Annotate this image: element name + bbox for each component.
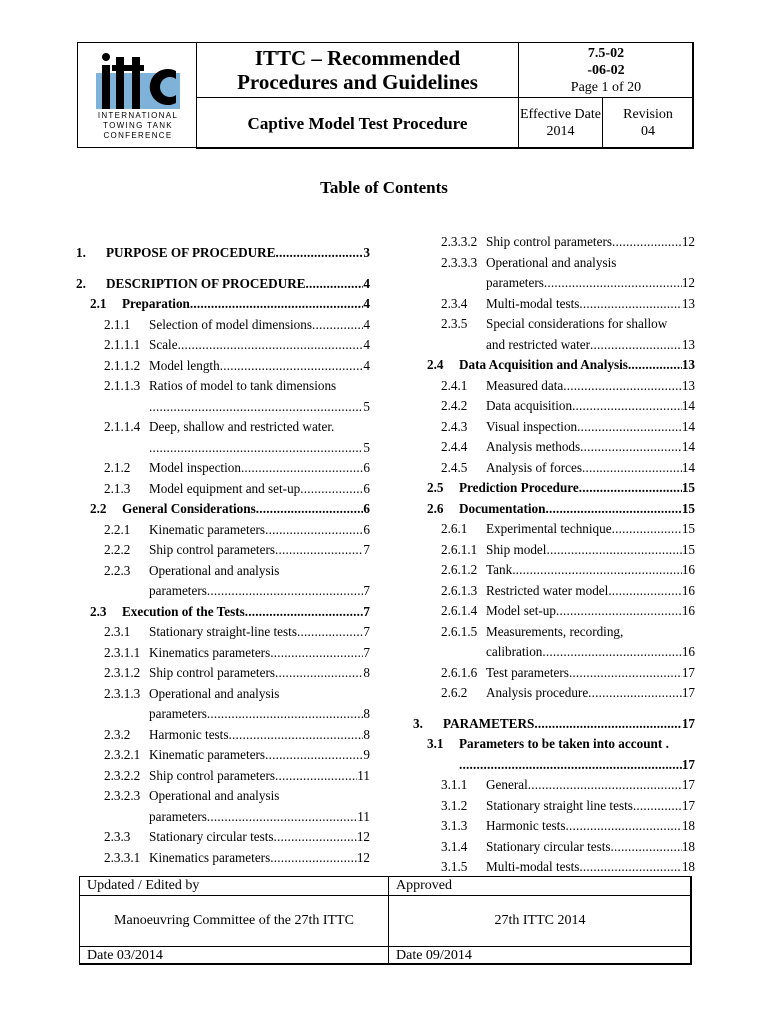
toc-entry-title: Data acquisition (486, 398, 573, 413)
ittc-logo (96, 51, 180, 109)
toc-entry-title: Selection of model dimensions (149, 316, 312, 332)
toc-entry-title: Execution of the Tests (122, 603, 245, 619)
toc-entry-leader (579, 857, 681, 878)
toc-entry-number: 2.6.1.3 (441, 582, 478, 598)
toc-entry[interactable] (413, 458, 695, 479)
toc-entry-page: 16 (681, 644, 695, 659)
toc-entry-number: 2.3 (90, 603, 107, 619)
toc-entry[interactable] (413, 622, 695, 643)
toc-entry[interactable] (76, 725, 370, 746)
toc-entry-page: 17 (681, 797, 695, 813)
toc-entry-title: Test parameters (486, 664, 569, 680)
toc-entry-title-cont: parameters (149, 583, 207, 598)
toc-entry[interactable] (413, 376, 695, 397)
toc-entry[interactable] (413, 663, 695, 684)
toc-entry-page: 8 (363, 665, 370, 680)
toc-entry-title: Tank (486, 562, 513, 577)
toc-entry[interactable] (76, 243, 370, 264)
toc-entry[interactable] (413, 857, 695, 878)
toc-entry[interactable] (413, 232, 695, 253)
toc-entry-number: 3.1.3 (441, 818, 468, 833)
toc-entry-leader (544, 273, 682, 294)
toc-entry-number: 2.4.1 (441, 377, 468, 393)
toc-entry-leader (312, 315, 363, 336)
toc-entry-title: Model set-up (486, 603, 556, 618)
toc-entry-title: Harmonic tests (486, 818, 566, 833)
toc-entry-number: 2.3.2 (104, 726, 131, 742)
toc-entry-leader (190, 294, 364, 315)
document-subtitle: Captive Model Test Procedure (196, 97, 519, 149)
toc-entry[interactable] (76, 643, 370, 664)
toc-entry-title: Model length (149, 357, 220, 373)
toc-entry-leader (611, 837, 682, 858)
logo-cell (77, 42, 197, 148)
toc-entry-title-cont: parameters (486, 275, 544, 290)
toc-entry-page: 4 (363, 337, 370, 352)
toc-entry-page: 13 (681, 377, 695, 393)
toc-entry-number: 3.1 (427, 736, 444, 751)
toc-entry-continuation (76, 704, 370, 725)
toc-entry-number: 2.6.1.4 (441, 603, 478, 618)
toc-entry-leader (275, 766, 357, 787)
toc-entry-number: 2.3.2.1 (104, 747, 141, 762)
toc-entry-number: 2.1.1.1 (104, 337, 141, 352)
toc-entry[interactable] (76, 376, 370, 397)
toc-entry[interactable] (413, 253, 695, 274)
toc-entry-number: 2.3.2.2 (104, 767, 141, 783)
toc-entry-number: 2.6 (427, 500, 444, 516)
toc-entry-number: 2.2.2 (104, 542, 131, 557)
toc-entry[interactable] (76, 684, 370, 705)
toc-entry[interactable] (413, 837, 695, 858)
toc-entry[interactable] (76, 335, 370, 356)
toc-entry-page: 6 (363, 460, 370, 475)
toc-entry-number: 2.3.1.1 (104, 644, 141, 660)
toc-entry-number: 3.1.4 (441, 838, 468, 854)
procedure-code: 7.5-02 -06-02 Page 1 of 20 (518, 42, 694, 98)
toc-entry[interactable] (413, 499, 695, 520)
toc-entry[interactable] (413, 396, 695, 417)
toc-entry-leader (270, 848, 357, 869)
toc-entry-title: General (486, 777, 528, 792)
toc-entry-title: Scale (149, 337, 178, 352)
toc-entry-leader (590, 335, 682, 356)
toc-entry-page: 18 (681, 818, 695, 833)
toc-entry-number: 1. (76, 245, 86, 260)
toc-entry[interactable] (413, 437, 695, 458)
toc-entry[interactable] (76, 827, 370, 848)
toc-entry-page: 4 (363, 357, 370, 373)
toc-entry-number: 2.6.2 (441, 685, 468, 700)
toc-entry-title: Stationary straight line tests (486, 797, 633, 813)
toc-entry-leader (149, 397, 363, 418)
toc-entry[interactable] (413, 560, 695, 581)
toc-entry-title: Stationary circular tests (486, 838, 611, 854)
toc-entry[interactable] (413, 714, 695, 735)
toc-entry[interactable] (76, 479, 370, 500)
toc-entry-leader (542, 642, 681, 663)
toc-entry-title: Operational and analysis (149, 685, 280, 701)
toc-entry-continuation (76, 581, 370, 602)
toc-entry-leader (580, 437, 682, 458)
toc-entry-number: 2.1.1.2 (104, 357, 141, 373)
toc-entry-page: 15 (681, 541, 695, 557)
toc-entry-title-cont: calibration (486, 644, 543, 659)
toc-entry-number: 2.1.1.3 (104, 378, 141, 393)
toc-entry[interactable] (76, 294, 370, 315)
toc-entry-page: 16 (681, 603, 695, 618)
toc-entry-number: 2.4 (427, 357, 444, 372)
toc-entry-number: 2.1 (90, 296, 107, 311)
toc-entry-title: PARAMETERS (443, 715, 535, 731)
toc-entry[interactable] (76, 458, 370, 479)
toc-entry-continuation (413, 273, 695, 294)
toc-entry-leader (556, 601, 682, 622)
toc-entry-number: 2.6.1.5 (441, 623, 478, 639)
toc-entry-leader (545, 499, 681, 520)
toc-entry-number: 2.6.1.6 (441, 664, 478, 680)
toc-entry[interactable] (76, 561, 370, 582)
toc-entry-number: 2.5 (427, 480, 444, 495)
toc-entry-page: 14 (681, 459, 695, 475)
toc-entry-number: 3. (413, 715, 423, 731)
toc-entry-title: Operational and analysis (486, 254, 617, 270)
toc-entry-number: 2.3.1 (104, 624, 131, 639)
toc-entry-page: 4 (363, 296, 370, 311)
toc-entry-page: 15 (681, 480, 695, 495)
toc-entry[interactable] (76, 540, 370, 561)
toc-entry-page: 14 (681, 418, 695, 434)
toc-entry-leader (582, 458, 682, 479)
toc-entry-page: 4 (363, 275, 370, 291)
toc-entry-title: Ship model (486, 541, 547, 557)
toc-entry-title: Experimental technique (486, 521, 612, 536)
toc-entry-page: 16 (681, 562, 695, 577)
toc-entry[interactable] (76, 274, 370, 295)
toc-entry-leader (608, 581, 682, 602)
toc-entry-number: 2.6.1.2 (441, 562, 478, 577)
toc-entry-page: 17 (681, 715, 695, 731)
toc-entry-number: 2.3.3 (104, 829, 131, 844)
toc-entry-title: DESCRIPTION OF PROCEDURE (106, 275, 306, 291)
toc-entry-number: 2.1.2 (104, 460, 131, 475)
toc-entry-leader (256, 499, 364, 520)
toc-entry-page: 8 (363, 706, 370, 721)
toc-entry[interactable] (76, 848, 370, 869)
toc-entry-continuation (76, 807, 370, 828)
toc-entry-leader (228, 725, 363, 746)
document-title: ITTC – Recommended Procedures and Guidelines (196, 42, 519, 98)
approved-label: Approved (388, 876, 692, 896)
toc-entry-title: Parameters to be taken into account . (459, 736, 669, 751)
toc-entry-title: Data Acquisition and Analysis (459, 357, 628, 372)
toc-entry[interactable] (413, 519, 695, 540)
toc-entry-number: 2.4.4 (441, 439, 468, 454)
toc-entry-number: 2.1.3 (104, 480, 131, 496)
toc-entry-page: 13 (681, 336, 695, 352)
toc-entry-title: PURPOSE OF PROCEDURE (106, 245, 276, 260)
document-header (77, 42, 693, 148)
toc-entry-leader (275, 540, 363, 561)
toc-entry-page: 17 (681, 756, 695, 772)
revision: Revision 04 (602, 97, 694, 149)
toc-entry[interactable] (413, 683, 695, 704)
toc-entry-number: 2.2.1 (104, 521, 131, 537)
toc-entry-page: 13 (681, 357, 695, 372)
toc-entry-number: 2.4.5 (441, 459, 468, 475)
toc-entry-continuation (76, 438, 370, 459)
toc-entry-title: Multi-modal tests (486, 859, 580, 874)
toc-entry-title: Deep, shallow and restricted water. (149, 419, 335, 434)
toc-entry-page: 3 (363, 245, 370, 260)
toc-entry-leader (612, 232, 682, 253)
toc-entry-leader (306, 274, 364, 295)
toc-entry[interactable] (413, 816, 695, 837)
toc-entry-number: 2.1.1.4 (104, 419, 141, 434)
toc-entry-leader (579, 294, 681, 315)
toc-entry-page: 14 (681, 398, 695, 413)
toc-entry[interactable] (76, 499, 370, 520)
toc-entry-title: Preparation (122, 296, 190, 311)
toc-title: Table of Contents (320, 178, 448, 197)
toc-entry-page: 16 (681, 582, 695, 598)
toc-entry-page: 11 (357, 808, 370, 824)
toc-entry-title: Kinematic parameters (149, 521, 266, 537)
toc-entry-leader (633, 796, 682, 817)
toc-entry-number: 2.3.3.1 (104, 849, 141, 865)
toc-entry-continuation (413, 642, 695, 663)
document-footer (79, 876, 691, 964)
toc-entry-page: 12 (356, 829, 370, 844)
toc-entry-page: 5 (363, 398, 370, 414)
toc-entry-leader (270, 643, 363, 664)
toc-entry-number: 2.3.1.3 (104, 685, 141, 701)
toc-entry-leader (588, 683, 682, 704)
toc-entry-leader (207, 704, 364, 725)
toc-entry-title: Operational and analysis (149, 788, 280, 803)
toc-entry-title: Ship control parameters (149, 767, 275, 783)
toc-entry-leader (297, 622, 363, 643)
toc-entry-title: Measured data (486, 377, 564, 393)
toc-entry-title: Restricted water model (486, 582, 609, 598)
toc-entry-page: 4 (363, 316, 370, 332)
toc-entry-leader (577, 417, 682, 438)
toc-entry[interactable] (413, 314, 695, 335)
toc-entry-number: 3.1.5 (441, 859, 468, 874)
toc-entry-number: 2.3.3.3 (441, 254, 478, 270)
toc-entry-leader (563, 376, 682, 397)
toc-entry-number: 2.3.5 (441, 316, 468, 331)
logo-org-text: INTERNATIONAL TOWING TANK CONFERENCE (97, 111, 179, 140)
toc-entry-title: Documentation (459, 500, 546, 516)
toc-entry[interactable] (76, 315, 370, 336)
toc-entry-page: 7 (363, 644, 370, 660)
toc-entry-leader (265, 520, 363, 541)
toc-entry[interactable] (76, 786, 370, 807)
toc-entry-page: 17 (681, 685, 695, 700)
toc-entry-title: Measurements, recording, (486, 623, 624, 639)
toc-entry-page: 17 (681, 777, 695, 792)
toc-entry-title-cont: and restricted water (486, 336, 590, 352)
toc-entry-page: 12 (356, 849, 370, 865)
toc-entry-leader (274, 827, 357, 848)
toc-entry[interactable] (413, 478, 695, 499)
toc-entry[interactable] (413, 734, 695, 755)
toc-entry-page: 12 (681, 234, 695, 249)
toc-entry-number: 2.3.2.3 (104, 788, 141, 803)
toc-entry[interactable] (76, 663, 370, 684)
toc-entry-title: Prediction Procedure (459, 480, 579, 495)
toc-entry-page: 17 (681, 664, 695, 680)
toc-left-column (76, 243, 370, 868)
toc-entry-number: 2.2.3 (104, 562, 131, 578)
toc-entry-number: 2.6.1.1 (441, 541, 478, 557)
toc-entry[interactable] (76, 417, 370, 438)
toc-entry-title: Operational and analysis (149, 562, 280, 578)
toc-entry-title: Model equipment and set-up (149, 480, 301, 496)
updated-label: Updated / Edited by (79, 876, 389, 896)
toc-entry-number: 2.6.1 (441, 521, 468, 536)
toc-entry-title: Ship control parameters (149, 542, 275, 557)
toc-entry-number: 2.4.3 (441, 418, 468, 434)
toc-entry-leader (276, 243, 364, 264)
toc-entry-page: 15 (681, 521, 695, 536)
approved-by: 27th ITTC 2014 (388, 895, 692, 947)
toc-entry-number: 2.1.1 (104, 316, 131, 332)
toc-entry-leader (546, 540, 681, 561)
toc-right-column (413, 232, 695, 878)
toc-entry-leader (275, 663, 363, 684)
toc-entry-page: 7 (363, 583, 370, 598)
date-approved: Date 09/2014 (388, 946, 692, 965)
toc-entry-page: 5 (363, 439, 370, 455)
toc-entry-page: 8 (363, 726, 370, 742)
toc-entry-title-cont: parameters (149, 808, 207, 824)
toc-entry-title: Stationary circular tests (149, 829, 274, 844)
toc-entry[interactable] (76, 622, 370, 643)
toc-entry-leader (149, 438, 363, 459)
toc-entry-number: 2.4.2 (441, 398, 468, 413)
toc-entry-page: 11 (357, 767, 370, 783)
toc-entry-page: 14 (681, 439, 695, 454)
effective-date: Effective Date 2014 (518, 97, 603, 149)
toc-entry-continuation (413, 755, 695, 776)
toc-entry-title: General Considerations (122, 501, 256, 516)
toc-entry-title: Visual inspection (486, 418, 578, 434)
toc-entry-title: Multi-modal tests (486, 295, 580, 311)
toc-entry-leader (569, 663, 682, 684)
toc-entry-title: Kinematic parameters (149, 747, 266, 762)
toc-entry-leader (534, 714, 681, 735)
toc-entry-leader (612, 519, 682, 540)
toc-entry[interactable] (413, 775, 695, 796)
toc-entry-title: Harmonic tests (149, 726, 229, 742)
toc-entry-leader (300, 479, 363, 500)
toc-entry-continuation (413, 335, 695, 356)
toc-entry-number: 3.1.2 (441, 797, 468, 813)
toc-entry-page: 6 (363, 480, 370, 496)
toc-entry-leader (572, 396, 682, 417)
toc-entry-title: Special considerations for shallow (486, 316, 668, 331)
toc-entry-number: 2.2 (90, 501, 107, 516)
toc-entry-page: 12 (681, 275, 695, 290)
toc-entry-leader (245, 602, 364, 623)
toc-entry-page: 9 (363, 747, 370, 762)
page-number: Page 1 of 20 (570, 80, 642, 95)
toc-entry[interactable] (413, 355, 695, 376)
toc-entry[interactable] (76, 745, 370, 766)
toc-entry-title: Ratios of model to tank dimensions (149, 378, 337, 393)
toc-entry-title: Ship control parameters (149, 665, 275, 680)
toc-entry-title: Kinematics parameters (149, 644, 271, 660)
toc-entry-leader (207, 807, 357, 828)
toc-entry-number: 2.3.1.2 (104, 665, 141, 680)
toc-entry-leader (628, 355, 682, 376)
toc-entry-number: 3.1.1 (441, 777, 468, 792)
toc-entry[interactable] (413, 796, 695, 817)
toc-entry-page: 6 (363, 501, 370, 516)
toc-entry-page: 18 (681, 838, 695, 854)
toc-entry[interactable] (76, 356, 370, 377)
toc-entry-leader (459, 755, 682, 776)
toc-entry-page: 7 (363, 603, 370, 619)
toc-entry-page: 15 (681, 500, 695, 516)
date-updated: Date 03/2014 (79, 946, 389, 965)
toc-entry[interactable] (413, 417, 695, 438)
toc-entry-leader (241, 458, 363, 479)
toc-entry-number: 2. (76, 275, 86, 291)
toc-entry-page: 7 (363, 624, 370, 639)
toc-entry[interactable] (413, 294, 695, 315)
toc-entry-page: 7 (363, 542, 370, 557)
toc-entry-title: Model inspection (149, 460, 241, 475)
toc-entry-leader (265, 745, 363, 766)
toc-entry-title: Ship control parameters (486, 234, 612, 249)
toc-entry-title: Analysis procedure (486, 685, 589, 700)
toc-entry[interactable] (76, 520, 370, 541)
toc-entry-title-cont: parameters (149, 706, 207, 721)
toc-entry[interactable] (76, 602, 370, 623)
toc-entry-leader (178, 335, 364, 356)
toc-entry-title: Stationary straight-line tests (149, 624, 297, 639)
toc-entry-leader (512, 560, 682, 581)
toc-entry-title: Analysis of forces (486, 459, 582, 475)
toc-entry-number: 2.3.4 (441, 295, 468, 311)
toc-entry-leader (565, 816, 681, 837)
toc-entry-leader (207, 581, 364, 602)
toc-entry-leader (220, 356, 364, 377)
toc-entry-leader (528, 775, 682, 796)
toc-entry-page: 18 (681, 859, 695, 874)
toc-entry[interactable] (413, 601, 695, 622)
updated-by: Manoeuvring Committee of the 27th ITTC (79, 895, 389, 947)
toc-entry[interactable] (76, 766, 370, 787)
toc-entry[interactable] (413, 540, 695, 561)
toc-entry-number: 2.3.3.2 (441, 234, 478, 249)
toc-entry-continuation (76, 397, 370, 418)
toc-entry-title: Analysis methods (486, 439, 581, 454)
toc-entry-leader (579, 478, 682, 499)
toc-entry-title: Kinematics parameters (149, 849, 271, 865)
toc-entry-page: 13 (681, 295, 695, 311)
toc-entry[interactable] (413, 581, 695, 602)
toc-entry-page: 6 (363, 521, 370, 537)
